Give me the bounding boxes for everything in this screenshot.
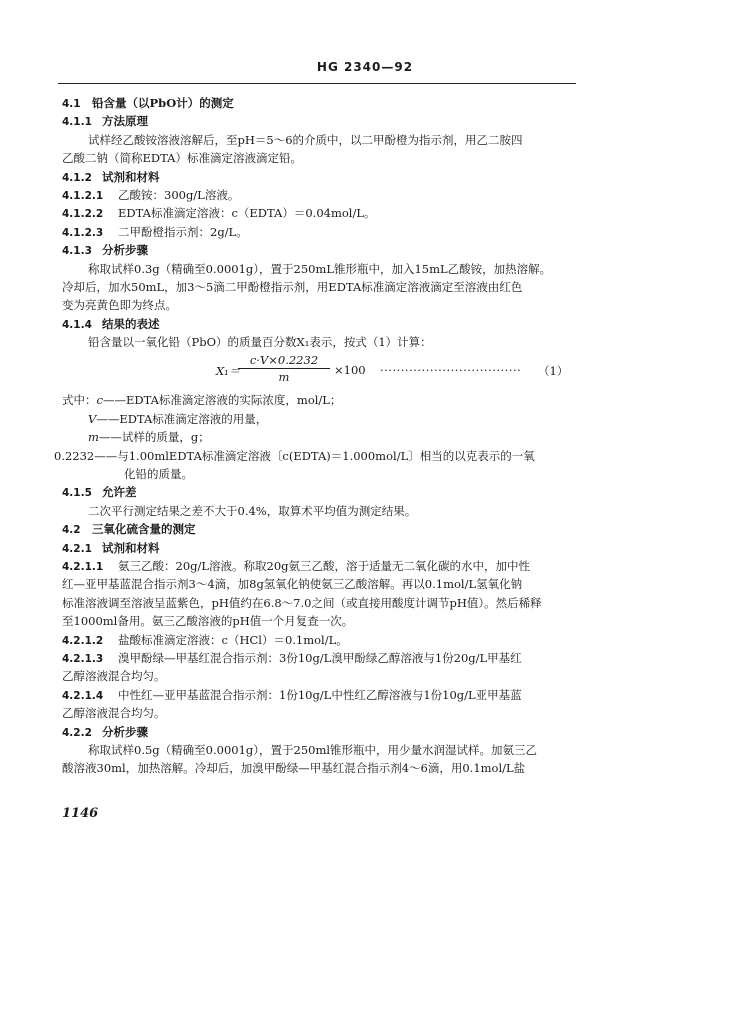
header-rule xyxy=(58,83,576,84)
section-number: 4.1 xyxy=(62,98,81,110)
paragraph-line: 试样经乙酸铵溶液溶解后，至pH＝5～6的介质中，以二甲酚橙为指示剂，用乙二胺四 xyxy=(88,132,523,147)
symbol-v-definition: ——EDTA标准滴定溶液的用量， xyxy=(96,411,268,426)
section-text: 二甲酚橙指示剂：2g/L。 xyxy=(118,224,248,239)
paragraph-line: 乙酸二钠（简称EDTA）标准滴定溶液滴定铅。 xyxy=(62,151,302,166)
section-number: 4.1.2.1 xyxy=(62,189,104,202)
section-text: 盐酸标准滴定溶液：c（HCl）＝0.1mol/L。 xyxy=(118,632,348,647)
page-number: 1146 xyxy=(62,806,99,821)
section-heading-line xyxy=(62,649,582,667)
section-number: 4.1.2.3 xyxy=(62,226,104,239)
formula-rhs: ×100 xyxy=(334,363,366,378)
paragraph-line: 称取试样0.5g（精确至0.0001g），置于250ml锥形瓶中，用少量水润湿试样。加氨三乙 xyxy=(88,742,538,757)
section-text: 分析步骤 xyxy=(102,243,148,258)
section-text: 结果的表述 xyxy=(102,316,160,331)
paragraph-line: 冷却后，加水50mL，加3～5滴二甲酚橙指示剂，用EDTA标准滴定溶液滴定至溶液由红色 xyxy=(62,279,523,294)
where-block xyxy=(54,391,582,483)
paragraph-line: 铅含量以一氧化铅（PbO）的质量百分数X₁表示，按式（1）计算： xyxy=(88,335,432,350)
section-number: 4.1.1 xyxy=(62,116,92,129)
symbol-m: m xyxy=(88,430,99,445)
symbol-v: V xyxy=(88,411,97,426)
document-body xyxy=(54,94,582,778)
section-lead-block xyxy=(62,94,582,351)
section-text: 分析步骤 xyxy=(102,724,148,739)
section-heading-line xyxy=(62,204,582,222)
paragraph-line: 二次平行测定结果之差不大于0.4%，取算术平均值为测定结果。 xyxy=(88,503,417,518)
paragraph-line: 标准溶液调至溶液呈蓝紫色，pH值约在6.8～7.0之间（或直接用酸度计调节pH值）。然后稀释 xyxy=(62,595,542,610)
section-text: 乙酸铵：300g/L溶液。 xyxy=(118,187,240,202)
formula-fraction xyxy=(238,353,330,385)
section-heading-line xyxy=(62,539,582,557)
section-number: 4.2.1 xyxy=(62,542,92,555)
section-number: 4.1.5 xyxy=(62,487,92,500)
section-text: 方法原理 xyxy=(102,114,148,129)
symbol-c: c xyxy=(96,393,103,408)
constant-definition-line-1: 0.2232——与1.00mlEDTA标准滴定溶液〔c(EDTA)＝1.000mol/L〕相当的以克表示的一氧 xyxy=(54,448,535,463)
paragraph-line: 称取试样0.3g（精确至0.0001g），置于250mL锥形瓶中，加入15mL乙酸铵，加热溶解。 xyxy=(88,261,552,276)
section-heading-line xyxy=(62,168,582,186)
section-number: 4.2.1.4 xyxy=(62,689,104,702)
paragraph-line: 酸溶液30ml，加热溶解。冷却后，加溴甲酚绿—甲基红混合指示剂4～6滴，用0.1mol/L盐 xyxy=(62,761,526,776)
formula-leader-dots: ·································· xyxy=(380,363,522,378)
symbol-c-definition: ——EDTA标准滴定溶液的实际浓度，mol/L； xyxy=(102,393,342,408)
section-heading-line xyxy=(62,686,582,704)
section-heading-line xyxy=(62,223,582,241)
section-number: 4.2.1.2 xyxy=(62,634,104,647)
where-line-m xyxy=(62,428,582,446)
section-heading-line xyxy=(62,186,582,204)
paragraph-line: 至1000ml备用。氨三乙酸溶液的pH值一个月复查一次。 xyxy=(62,614,354,629)
paragraph-line: 乙醇溶液混合均匀。 xyxy=(62,706,166,721)
section-text: 试剂和材料 xyxy=(102,169,160,184)
symbol-m-definition: ——试样的质量，g； xyxy=(98,430,210,445)
section-heading-line xyxy=(62,631,582,649)
section-heading-line xyxy=(62,483,582,501)
section-heading-line xyxy=(62,94,582,112)
section-number: 4.2.2 xyxy=(62,726,92,739)
standard-header: HG 2340—92 xyxy=(316,60,414,74)
section-heading-line xyxy=(62,241,582,259)
where-line-v xyxy=(62,410,582,428)
formula-1 xyxy=(62,351,582,391)
section-number: 4.2 xyxy=(62,524,81,537)
section-text: EDTA标准滴定溶液：c（EDTA）＝0.04mol/L。 xyxy=(118,206,376,221)
constant-definition-line-2: 化铅的质量。 xyxy=(124,467,193,482)
section-body-block xyxy=(62,483,582,777)
section-number: 4.2.1.3 xyxy=(62,652,104,665)
where-line-c xyxy=(62,391,582,409)
paragraph-line: 红—亚甲基蓝混合指示剂3～4滴，加8g氢氧化钠使氨三乙酸溶解。再以0.1mol/L氢氧化钠 xyxy=(62,577,523,592)
section-heading-line xyxy=(62,557,582,575)
section-text: 氨三乙酸：20g/L溶液。称取20g氨三乙酸，溶于适量无二氧化碳的水中，加中性 xyxy=(118,558,530,573)
paragraph-line: 变为亮黄色即为终点。 xyxy=(62,298,177,313)
section-text: 溴甲酚绿—甲基红混合指示剂：3份10g/L溴甲酚绿乙醇溶液与1份20g/L甲基红 xyxy=(118,650,522,665)
section-text: 中性红—亚甲基蓝混合指示剂：1份10g/L中性红乙醇溶液与1份10g/L亚甲基蓝 xyxy=(118,687,522,702)
formula-number: （1） xyxy=(538,364,569,379)
section-text: 允许差 xyxy=(102,485,137,500)
section-text: 铅含量（以PbO计）的测定 xyxy=(92,96,234,110)
section-heading-line xyxy=(62,723,582,741)
section-number: 4.2.1.1 xyxy=(62,560,104,573)
section-number: 4.1.2.2 xyxy=(62,208,104,221)
section-heading-line xyxy=(62,315,582,333)
section-heading-line xyxy=(62,112,582,130)
section-heading-line xyxy=(62,520,582,538)
section-number: 4.1.3 xyxy=(62,245,92,258)
section-text: 三氧化硫含量的测定 xyxy=(92,522,196,537)
section-number: 4.1.4 xyxy=(62,318,92,331)
formula-lhs: X₁＝ xyxy=(216,364,241,379)
section-text: 试剂和材料 xyxy=(102,540,160,555)
where-lead: 式中： xyxy=(62,393,97,408)
section-number: 4.1.2 xyxy=(62,171,92,184)
formula-denominator: m xyxy=(278,370,290,385)
paragraph-line: 乙醇溶液混合均匀。 xyxy=(62,669,166,684)
formula-numerator: c·V×0.2232 xyxy=(238,353,330,369)
